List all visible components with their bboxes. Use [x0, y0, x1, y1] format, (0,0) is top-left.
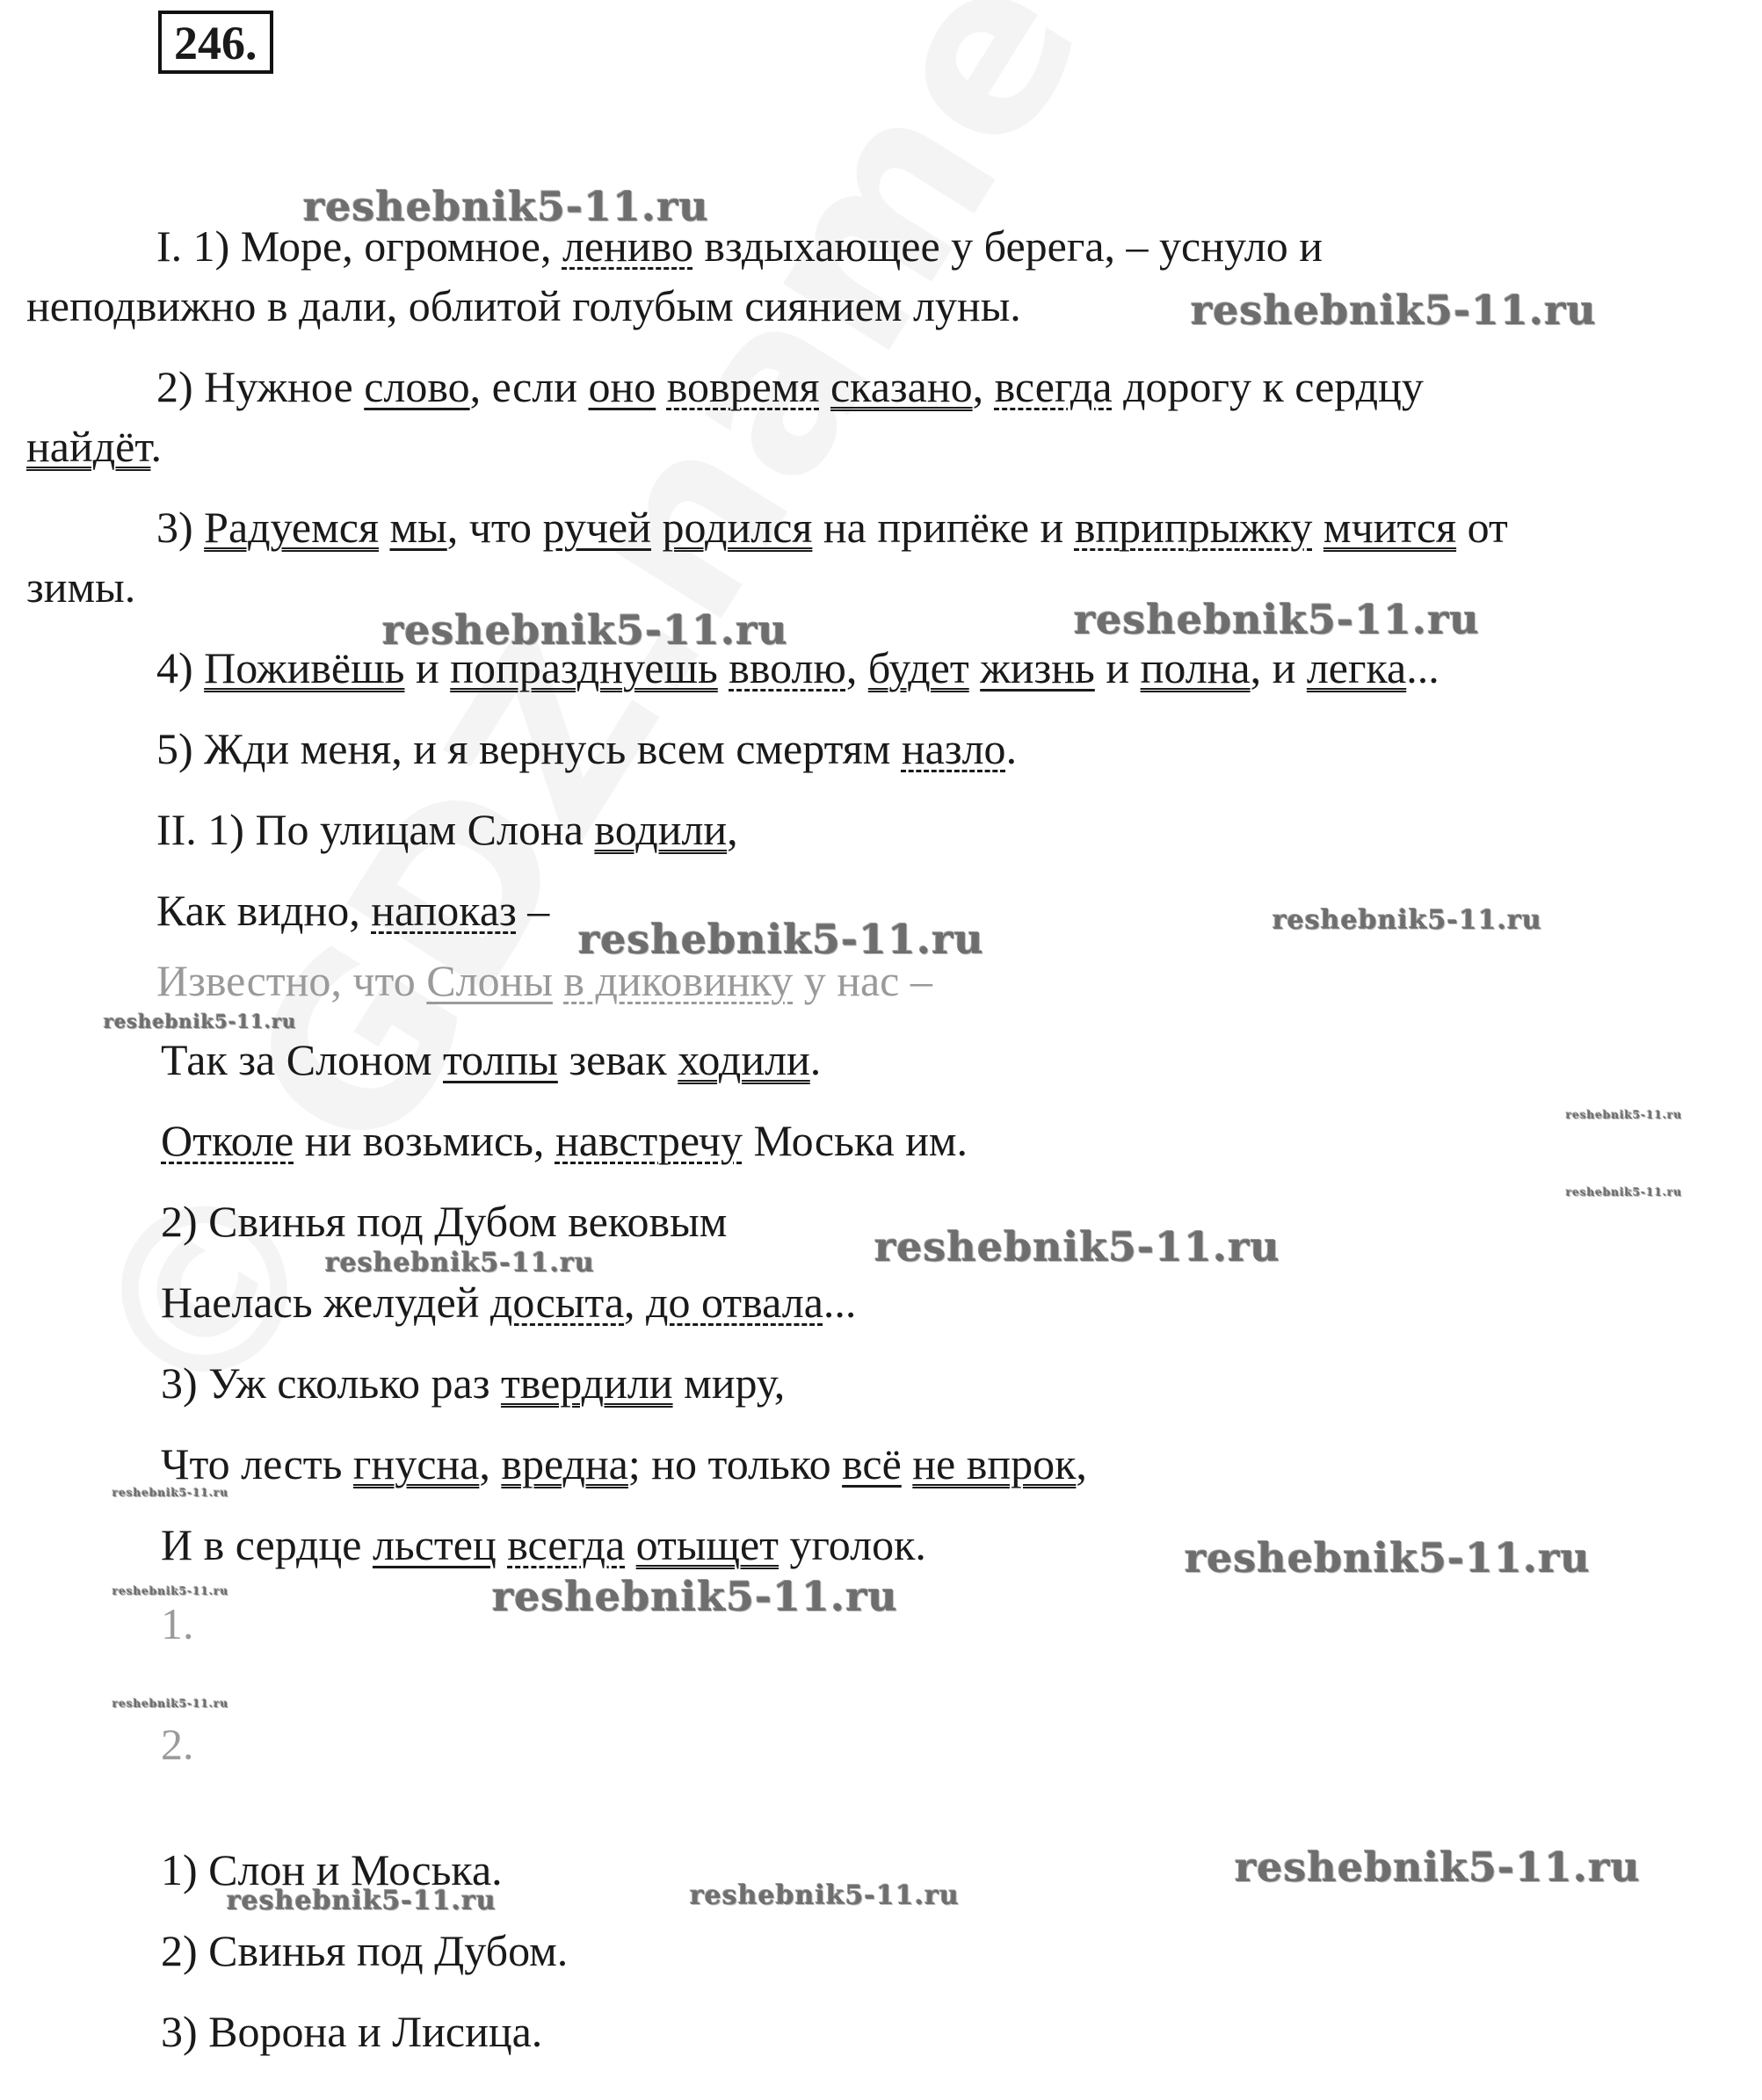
text-span: твердили — [500, 1358, 673, 1408]
text-span: 4) — [156, 643, 205, 692]
text-span: Как видно, — [156, 886, 372, 935]
text-span: II. 1) По улицам Слона — [156, 805, 595, 854]
text-span: льстец — [372, 1520, 497, 1569]
text-span: 3) — [156, 503, 205, 552]
text-span: напоказ — [371, 886, 517, 935]
text-span: И в сердце — [161, 1520, 373, 1569]
text-span: вовремя — [666, 362, 820, 411]
text-span: родился — [662, 503, 813, 552]
text-span: Радуемся — [204, 503, 379, 552]
text-span: отыщет — [635, 1520, 779, 1569]
text-line — [156, 501, 1508, 554]
text-span: , если — [469, 362, 589, 411]
text-line — [161, 1357, 785, 1409]
text-span: мы — [389, 503, 447, 552]
text-span: вволю — [729, 643, 846, 692]
text-span: , — [479, 1439, 502, 1488]
text-span: навстречу — [555, 1116, 743, 1165]
text-span: 3) Ворона и Лисица. — [161, 2007, 543, 2056]
watermark-text: reshebnik5-11.ru — [382, 606, 788, 654]
watermark-text: reshebnik5-11.ru — [1191, 286, 1597, 334]
text-span: всегда — [507, 1520, 626, 1569]
watermark-text: reshebnik5-11.ru — [325, 1248, 595, 1278]
text-line — [26, 420, 162, 473]
text-span: до отвала — [646, 1278, 823, 1327]
text-span: ни возьмись, — [294, 1116, 555, 1165]
text-span — [902, 1439, 913, 1488]
text-span — [819, 362, 830, 411]
text-span: I. 1) Море, огромное, — [156, 221, 562, 271]
watermark-text: reshebnik5-11.ru — [303, 183, 709, 230]
text-span: 1. — [161, 1599, 194, 1648]
text-span: 2) Свинья под Дубом вековым — [161, 1197, 728, 1246]
text-line — [161, 1518, 926, 1571]
text-span: . — [1005, 724, 1018, 773]
watermark-text: reshebnik5-11.ru — [1273, 905, 1542, 936]
text-line — [156, 722, 1017, 775]
text-span: Так за Слоном — [161, 1035, 443, 1084]
text-span: ; но только — [627, 1439, 843, 1488]
text-line — [161, 1195, 727, 1248]
text-span: Известно, что — [156, 956, 427, 1005]
text-line — [161, 1114, 968, 1167]
text-span: мчится — [1323, 503, 1457, 552]
text-span: . — [809, 1035, 822, 1084]
text-span: Моська им. — [742, 1116, 968, 1165]
text-line — [156, 803, 738, 856]
text-span: не впрок — [912, 1439, 1077, 1488]
text-span: зевак — [557, 1035, 678, 1084]
watermark-text: reshebnik5-11.ru — [227, 1886, 497, 1916]
text-span: вприпрыжку — [1074, 503, 1313, 552]
text-span: , — [727, 805, 738, 854]
text-span: неподвижно в дали, облитой голубым сиянием луны. — [26, 281, 1021, 330]
text-span: . — [150, 422, 162, 471]
text-span: найдёт — [26, 422, 151, 471]
text-span: от — [1456, 503, 1508, 552]
text-span: миру, — [672, 1358, 786, 1408]
text-span: вздыхающее у берега, – уснуло и — [692, 221, 1323, 271]
watermark-text: reshebnik5-11.ru — [112, 1585, 229, 1597]
text-line — [156, 360, 1424, 413]
text-span: – — [516, 886, 550, 935]
watermark-text: reshebnik5-11.ru — [874, 1223, 1280, 1271]
text-span: досыта — [489, 1278, 625, 1327]
text-line — [156, 884, 549, 937]
text-span — [651, 503, 663, 552]
text-span: Что лесть — [161, 1439, 353, 1488]
text-span: и — [1094, 643, 1141, 692]
text-span: Отколе — [161, 1116, 294, 1165]
watermark-text: reshebnik5-11.ru — [1566, 1186, 1683, 1198]
text-span: назло — [901, 724, 1006, 773]
text-span: гнусна — [352, 1439, 480, 1488]
watermark-text: reshebnik5-11.ru — [1235, 1843, 1641, 1891]
watermark-text: reshebnik5-11.ru — [112, 1487, 229, 1499]
text-span — [656, 362, 667, 411]
text-line — [161, 1924, 568, 1977]
text-span: Слоны — [426, 956, 553, 1005]
text-span — [1312, 503, 1323, 552]
text-span: легка — [1306, 643, 1407, 692]
text-span: 2) Нужное — [156, 362, 365, 411]
text-span: 2) Свинья под Дубом. — [161, 1926, 569, 1975]
text-span: сказано — [830, 362, 973, 411]
text-span: 3) Уж сколько раз — [161, 1358, 501, 1408]
text-span: Поживёшь — [204, 643, 405, 692]
watermark-text: reshebnik5-11.ru — [578, 916, 984, 963]
text-line — [156, 641, 1439, 694]
text-span: оно — [588, 362, 656, 411]
text-span: , что — [446, 503, 543, 552]
text-line — [161, 2005, 542, 2058]
text-line — [26, 561, 135, 613]
watermark-text: reshebnik5-11.ru — [492, 1573, 898, 1620]
text-span: , и — [1250, 643, 1307, 692]
text-span — [497, 1520, 508, 1569]
text-span: водили — [594, 805, 728, 854]
text-span: всё — [842, 1439, 902, 1488]
text-span: уголок. — [779, 1520, 926, 1569]
text-span: ручей — [542, 503, 651, 552]
watermark-text: reshebnik5-11.ru — [104, 1010, 297, 1032]
text-span: , — [972, 362, 995, 411]
text-span: полна — [1140, 643, 1251, 692]
text-span: зимы. — [26, 562, 136, 612]
text-span: жизнь — [980, 643, 1095, 692]
text-span: 2. — [161, 1720, 194, 1769]
text-span: у нас – — [793, 956, 932, 1005]
text-line — [161, 1718, 194, 1771]
text-span: ... — [1406, 643, 1439, 692]
task-number: 246. — [158, 11, 273, 74]
text-span — [379, 503, 390, 552]
text-span: 5) Жди меня, и я вернусь всем смертям — [156, 724, 902, 773]
text-line — [161, 1437, 1087, 1490]
text-span: слово — [364, 362, 470, 411]
watermark-text: reshebnik5-11.ru — [690, 1880, 960, 1911]
watermark-text: reshebnik5-11.ru — [112, 1698, 229, 1710]
text-span: дорогу к сердцу — [1112, 362, 1424, 411]
text-line — [161, 1033, 821, 1086]
text-span: Наелась желудей — [161, 1278, 490, 1327]
text-span: в диковинку — [563, 956, 794, 1005]
text-span: лениво — [562, 221, 693, 271]
text-line — [26, 279, 1021, 332]
text-span: и — [404, 643, 451, 692]
text-span: всегда — [994, 362, 1113, 411]
text-span: , — [1076, 1439, 1087, 1488]
text-span: вредна — [501, 1439, 628, 1488]
text-span — [553, 956, 564, 1005]
text-span: , — [624, 1278, 647, 1327]
text-span: толпы — [442, 1035, 558, 1084]
text-span — [969, 643, 981, 692]
text-span: на припёке и — [812, 503, 1075, 552]
watermark-text: reshebnik5-11.ru — [1074, 596, 1480, 643]
text-span: 1) Слон и Моська. — [161, 1845, 503, 1894]
text-line — [161, 1276, 856, 1329]
watermark-text: reshebnik5-11.ru — [1185, 1534, 1591, 1582]
text-span: попразднуешь — [450, 643, 718, 692]
text-line — [161, 1597, 194, 1650]
text-span: ходили — [678, 1035, 810, 1084]
text-span: , — [845, 643, 868, 692]
text-span: будет — [867, 643, 969, 692]
watermark-text: reshebnik5-11.ru — [1566, 1109, 1683, 1121]
text-span — [625, 1520, 636, 1569]
text-span: ... — [823, 1278, 857, 1327]
